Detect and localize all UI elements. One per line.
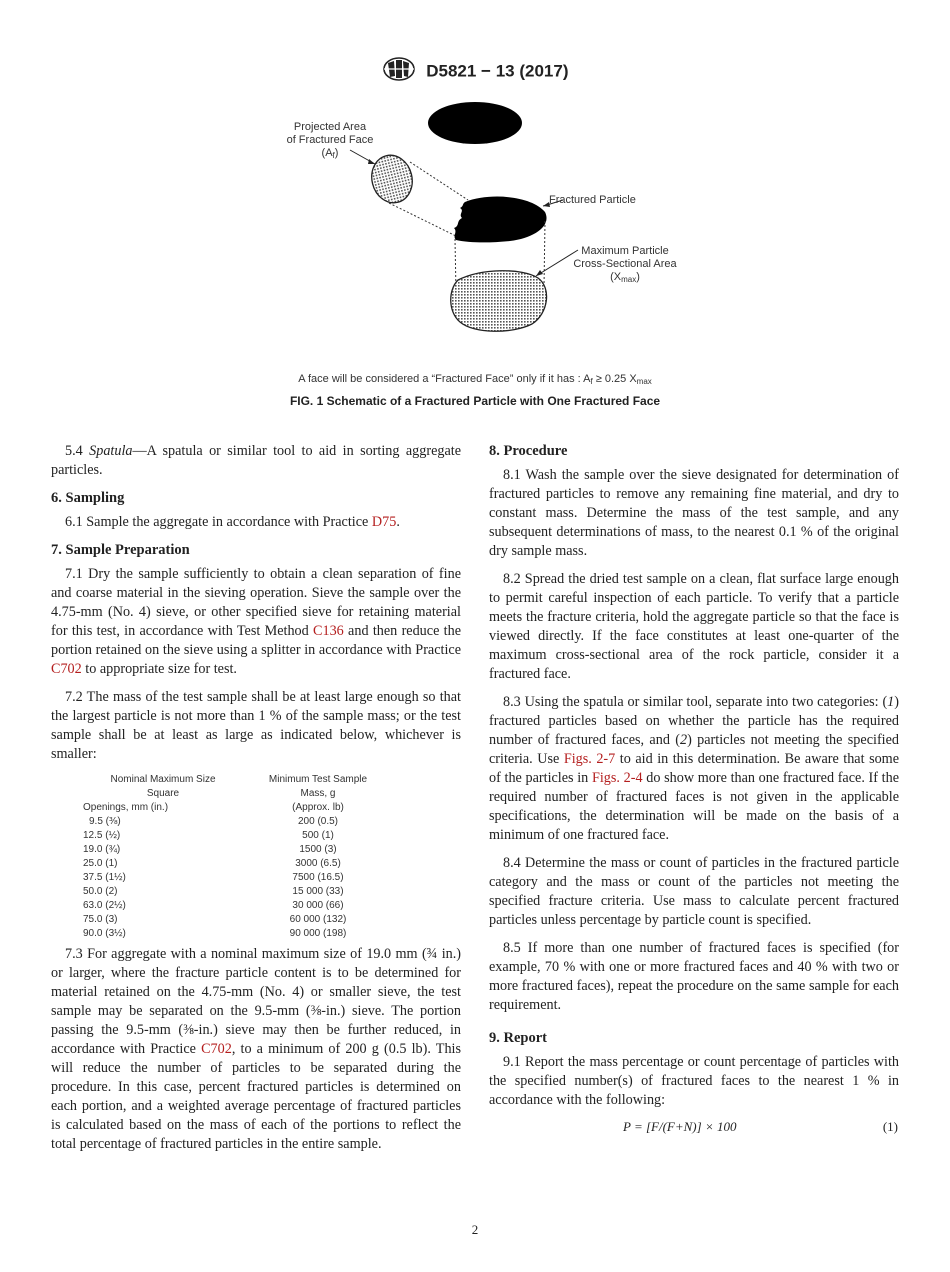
table-row: 90.0 (3½) 90 000 (198): [83, 928, 347, 939]
fractured-particle: [454, 197, 547, 243]
paragraph-7-2: 7.2 The mass of the test sample shall be at least large enough so that the largest particle is not more than 1 % of the sample mass; or the test sample shall be at least as large as indicated below, whichever is smaller:: [51, 689, 461, 762]
paragraph-7-3: 7.3 For aggregate with a nominal maximum size of 19.0 mm (¾ in.) or larger, where the fracture particle content is to be determined for material retained on the 4.75-mm (No. 4) or smaller sieve, the test sample may be separated on the 9.5-mm (⅜-in.) sieve. The portion passing the 9.5-mm (⅜-in.) sieve may then be further reduced, in accordance with Practice C702, to a minimum of 200 g (0.5 lb). This will reduce the number of particles to be separated during the procedure. In this case, percent fractured particles is determined on each portion, and a weighted average percentage of fractured particles is calculated based on the mass of each of the portions to reflect the total percentage of fractured particles in the entire sample.: [51, 946, 461, 1152]
label-line: Projected Area: [293, 121, 367, 133]
page-number: 2: [471, 1222, 479, 1237]
fractured-particle-label: [549, 194, 636, 207]
figure-caption: FIG. 1 Schematic of a Fractured Particle with One Fractured Face: [289, 394, 661, 408]
section-heading-sampling: 6. Sampling: [51, 490, 125, 506]
top-particle-view: [428, 102, 522, 144]
astm-logo-icon: [382, 56, 416, 87]
table-row: 50.0 (2) 15 000 (33): [83, 886, 344, 897]
table-row: 12.5 (½) 500 (1): [83, 830, 334, 841]
table-row: 9.5 (⅜) 200 (0.5): [89, 816, 339, 827]
paragraph-8-4: 8.4 Determine the mass or count of particles in the fractured particle category and the mass or count of the particles not meeting the specified fracture criteria. Use mass to calculate percent fractured particles unless percentage by particle count is specified.: [489, 855, 899, 928]
table-header: Nominal Maximum Size Square Openings, mm (in.): [83, 774, 216, 813]
designation: D5821 − 13 (2017): [426, 61, 569, 81]
equation-number: (1): [882, 1119, 898, 1134]
label-line: Maximum Particle: [581, 245, 669, 257]
paragraph-7-1: 7.1 Dry the sample sufficiently to obtain a clean separation of fine and coarse material in the sieving operation. Sieve the sample over the 4.75-mm (No. 4) sieve, or other specified sieve for retaining material for this test, in accordance with Test Method C136 and then reduce the portion retained on the sieve using a splitter in accordance with Practice C702 to appropriate size for test.: [51, 566, 461, 677]
reference-link-d75[interactable]: D75: [371, 514, 397, 530]
section-heading-procedure: 8. Procedure: [489, 443, 568, 459]
paragraph-8-1: 8.1 Wash the sample over the sieve designated for determination of fractured particles to remove any remaining fine material, and dry to constant mass. Determine the mass of the test sample, and any subsequent determinations of mass, to the nearest 0.1 % of the original dry sample mass.: [489, 467, 899, 559]
reference-link-figs-2-7[interactable]: Figs. 2-7: [563, 751, 616, 767]
label-line: Cross-Sectional Area: [573, 258, 677, 270]
section-heading-report: 9. Report: [489, 1030, 547, 1046]
table-row: 75.0 (3) 60 000 (132): [83, 914, 347, 925]
max-cross-section-ellipse: [451, 271, 547, 332]
paragraph-6-1: 6.1 Sample the aggregate in accordance with Practice D75.: [65, 514, 400, 530]
reference-link-c136[interactable]: C136: [313, 623, 344, 639]
reference-link-figs-2-4[interactable]: Figs. 2-4: [591, 770, 643, 786]
paragraph-8-3: 8.3 Using the spatula or similar tool, separate into two categories: (1) fractured particles based on whether the particle has the required number of fractured faces, and (2) particles not meeting the specified criteria. Use Figs. 2-7 to aid in this determination. Be aware that some of the particles in Figs. 2-4 do show more than one fractured face. If the required number of fractured faces is not given in the applicable specifications, the determination will be made on the basis of a minimum of one fractured face.: [489, 694, 900, 843]
projected-area-label: [270, 121, 390, 162]
fractured-face-criterion: A face will be considered a “Fractured Face” only if it has : $A_f \ge 0.25$ $X_{max}$: [298, 373, 652, 386]
equation-1: [489, 1117, 899, 1136]
label-line: of Fractured Face: [286, 134, 374, 146]
section-heading-sample-preparation: 7. Sample Preparation: [51, 542, 190, 558]
label-line: $(A_f)$: [321, 147, 339, 160]
label-line: $(X_{max})$: [610, 271, 640, 284]
table-row: 63.0 (2½) 30 000 (66): [83, 900, 344, 911]
paragraph-9-1: 9.1 Report the mass percentage or count percentage of particles with the specified number(s) of fractured faces to the nearest 1 % in accordance with the following:: [489, 1054, 899, 1108]
label-line: Fractured Particle: [549, 194, 636, 206]
right-column: [489, 442, 899, 1136]
table-row: 37.5 (1½) 7500 (16.5): [83, 872, 344, 883]
paragraph-8-2: 8.2 Spread the dried test sample on a clean, flat surface large enough to permit careful inspection of each particle. To verify that a particle meets the fracture criteria, hold the aggregate particle so that the face is viewed directly. If the face constitutes at least one-quarter of the maximum cross-sectional area of the rock particle, consider it a fractured face.: [489, 571, 899, 682]
sample-size-table: [83, 773, 393, 941]
max-area-label: [565, 245, 685, 286]
equation-formula: P = [F/(F+N)] × 100: [623, 1119, 737, 1134]
reference-link-c702[interactable]: C702: [51, 661, 82, 677]
left-column: [51, 442, 461, 1163]
paragraph-5-4: 5.4 Spatula—A spatula or similar tool to aid in sorting aggregate particles.: [51, 443, 461, 478]
document-header: [0, 56, 950, 87]
table-header: Minimum Test Sample Mass, g (Approx. lb): [268, 774, 368, 813]
table-row: 19.0 (¾) 1500 (3): [83, 844, 337, 855]
table-row: 25.0 (1) 3000 (6.5): [83, 858, 341, 869]
paragraph-8-5: 8.5 If more than one number of fractured faces is specified (for example, 70 % with one or more fractured faces and 40 % with two or more fractured faces), repeat the procedure on the same sample for each requirement.: [489, 940, 899, 1013]
reference-link-c702[interactable]: C702: [201, 1041, 232, 1057]
